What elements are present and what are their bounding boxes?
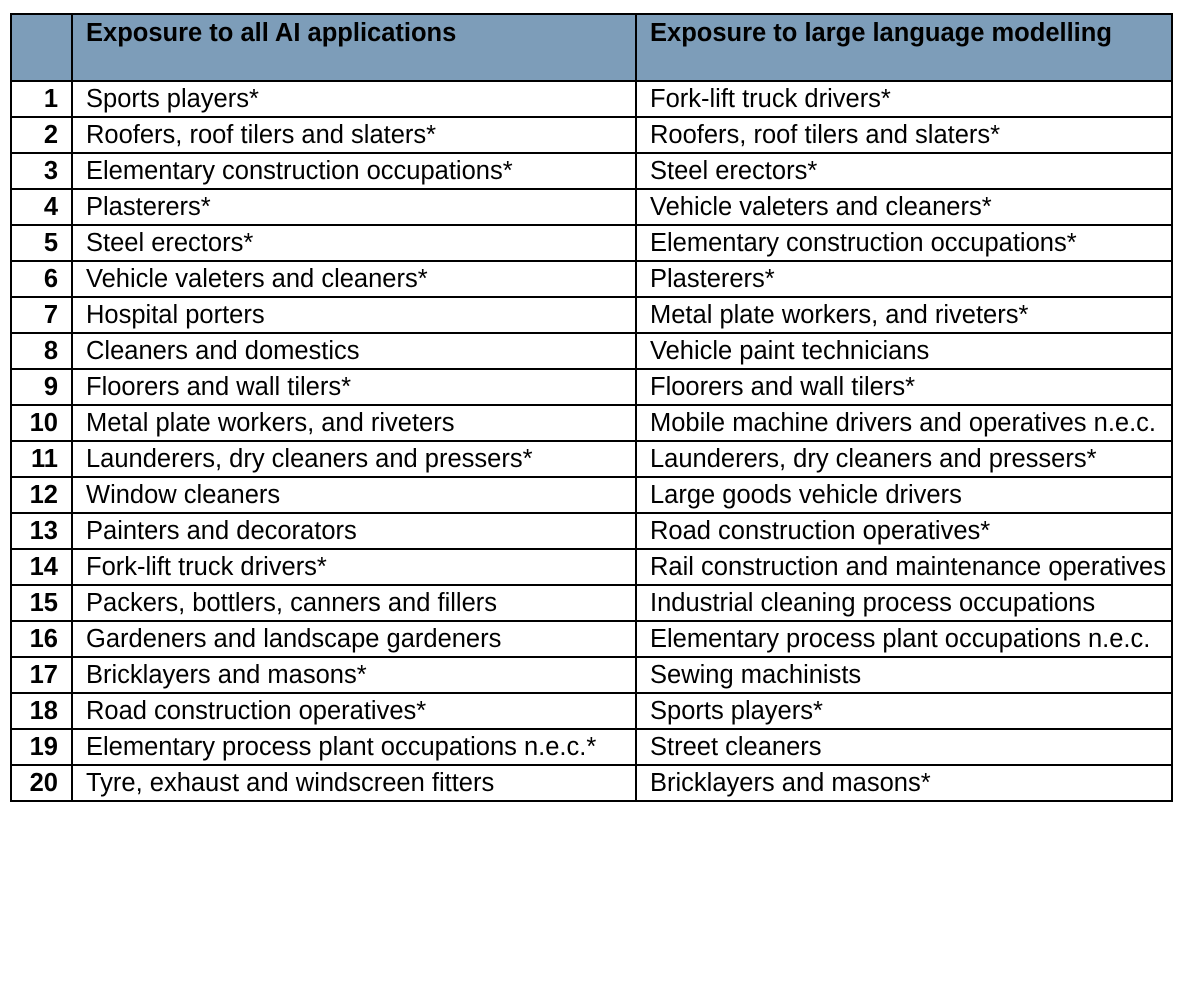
all-ai-occupation-cell: Fork-lift truck drivers*: [72, 549, 636, 585]
table-row: [11, 297, 1172, 333]
rank-cell: 5: [11, 225, 72, 261]
all-ai-occupation-cell: Painters and decorators: [72, 513, 636, 549]
table-row: [11, 477, 1172, 513]
header-rank: [11, 14, 72, 81]
header-row: [11, 14, 1172, 81]
llm-occupation-cell: Launderers, dry cleaners and pressers*: [636, 441, 1172, 477]
table-row: [11, 369, 1172, 405]
llm-occupation-cell: Floorers and wall tilers*: [636, 369, 1172, 405]
table-row: [11, 765, 1172, 801]
llm-occupation-cell: Vehicle valeters and cleaners*: [636, 189, 1172, 225]
all-ai-occupation-cell: Tyre, exhaust and windscreen fitters: [72, 765, 636, 801]
llm-occupation-cell: Road construction operatives*: [636, 513, 1172, 549]
rank-cell: 17: [11, 657, 72, 693]
llm-occupation-cell: Street cleaners: [636, 729, 1172, 765]
table-row: [11, 693, 1172, 729]
all-ai-occupation-cell: Sports players*: [72, 81, 636, 117]
llm-occupation-cell: Sewing machinists: [636, 657, 1172, 693]
table-row: [11, 261, 1172, 297]
table-row: [11, 117, 1172, 153]
all-ai-occupation-cell: Launderers, dry cleaners and pressers*: [72, 441, 636, 477]
table-row: [11, 189, 1172, 225]
table-row: [11, 585, 1172, 621]
occupation-exposure-table: [10, 13, 1173, 802]
rank-cell: 6: [11, 261, 72, 297]
table-row: [11, 81, 1172, 117]
all-ai-occupation-cell: Steel erectors*: [72, 225, 636, 261]
llm-occupation-cell: Industrial cleaning process occupations: [636, 585, 1172, 621]
all-ai-occupation-cell: Roofers, roof tilers and slaters*: [72, 117, 636, 153]
rank-cell: 13: [11, 513, 72, 549]
llm-occupation-cell: Sports players*: [636, 693, 1172, 729]
rank-cell: 12: [11, 477, 72, 513]
rank-cell: 19: [11, 729, 72, 765]
all-ai-occupation-cell: Hospital porters: [72, 297, 636, 333]
llm-occupation-cell: Mobile machine drivers and operatives n.e.c.: [636, 405, 1172, 441]
rank-cell: 11: [11, 441, 72, 477]
rank-cell: 16: [11, 621, 72, 657]
all-ai-occupation-cell: Window cleaners: [72, 477, 636, 513]
table-header: [11, 14, 1172, 81]
all-ai-occupation-cell: Road construction operatives*: [72, 693, 636, 729]
table-row: [11, 153, 1172, 189]
rank-cell: 10: [11, 405, 72, 441]
rank-cell: 9: [11, 369, 72, 405]
llm-occupation-cell: Large goods vehicle drivers: [636, 477, 1172, 513]
table-row: [11, 621, 1172, 657]
all-ai-occupation-cell: Elementary construction occupations*: [72, 153, 636, 189]
llm-occupation-cell: Plasterers*: [636, 261, 1172, 297]
llm-occupation-cell: Roofers, roof tilers and slaters*: [636, 117, 1172, 153]
table-row: [11, 333, 1172, 369]
all-ai-occupation-cell: Elementary process plant occupations n.e.c.*: [72, 729, 636, 765]
llm-occupation-cell: Rail construction and maintenance operatives: [636, 549, 1172, 585]
rank-cell: 20: [11, 765, 72, 801]
all-ai-occupation-cell: Metal plate workers, and riveters: [72, 405, 636, 441]
llm-occupation-cell: Elementary process plant occupations n.e.c.: [636, 621, 1172, 657]
table-body: [11, 81, 1172, 801]
table-row: [11, 729, 1172, 765]
rank-cell: 1: [11, 81, 72, 117]
table-row: [11, 405, 1172, 441]
all-ai-occupation-cell: Floorers and wall tilers*: [72, 369, 636, 405]
llm-occupation-cell: Fork-lift truck drivers*: [636, 81, 1172, 117]
rank-cell: 14: [11, 549, 72, 585]
llm-occupation-cell: Elementary construction occupations*: [636, 225, 1172, 261]
table-row: [11, 225, 1172, 261]
llm-occupation-cell: Vehicle paint technicians: [636, 333, 1172, 369]
rank-cell: 2: [11, 117, 72, 153]
rank-cell: 18: [11, 693, 72, 729]
table-row: [11, 657, 1172, 693]
all-ai-occupation-cell: Packers, bottlers, canners and fillers: [72, 585, 636, 621]
rank-cell: 7: [11, 297, 72, 333]
header-all-ai: Exposure to all AI applications: [72, 14, 636, 81]
llm-occupation-cell: Bricklayers and masons*: [636, 765, 1172, 801]
rank-cell: 8: [11, 333, 72, 369]
table-row: [11, 513, 1172, 549]
llm-occupation-cell: Steel erectors*: [636, 153, 1172, 189]
rank-cell: 3: [11, 153, 72, 189]
rank-cell: 4: [11, 189, 72, 225]
table-row: [11, 441, 1172, 477]
all-ai-occupation-cell: Cleaners and domestics: [72, 333, 636, 369]
llm-occupation-cell: Metal plate workers, and riveters*: [636, 297, 1172, 333]
all-ai-occupation-cell: Gardeners and landscape gardeners: [72, 621, 636, 657]
header-llm: Exposure to large language modelling: [636, 14, 1172, 81]
rank-cell: 15: [11, 585, 72, 621]
all-ai-occupation-cell: Vehicle valeters and cleaners*: [72, 261, 636, 297]
table-row: [11, 549, 1172, 585]
all-ai-occupation-cell: Bricklayers and masons*: [72, 657, 636, 693]
all-ai-occupation-cell: Plasterers*: [72, 189, 636, 225]
